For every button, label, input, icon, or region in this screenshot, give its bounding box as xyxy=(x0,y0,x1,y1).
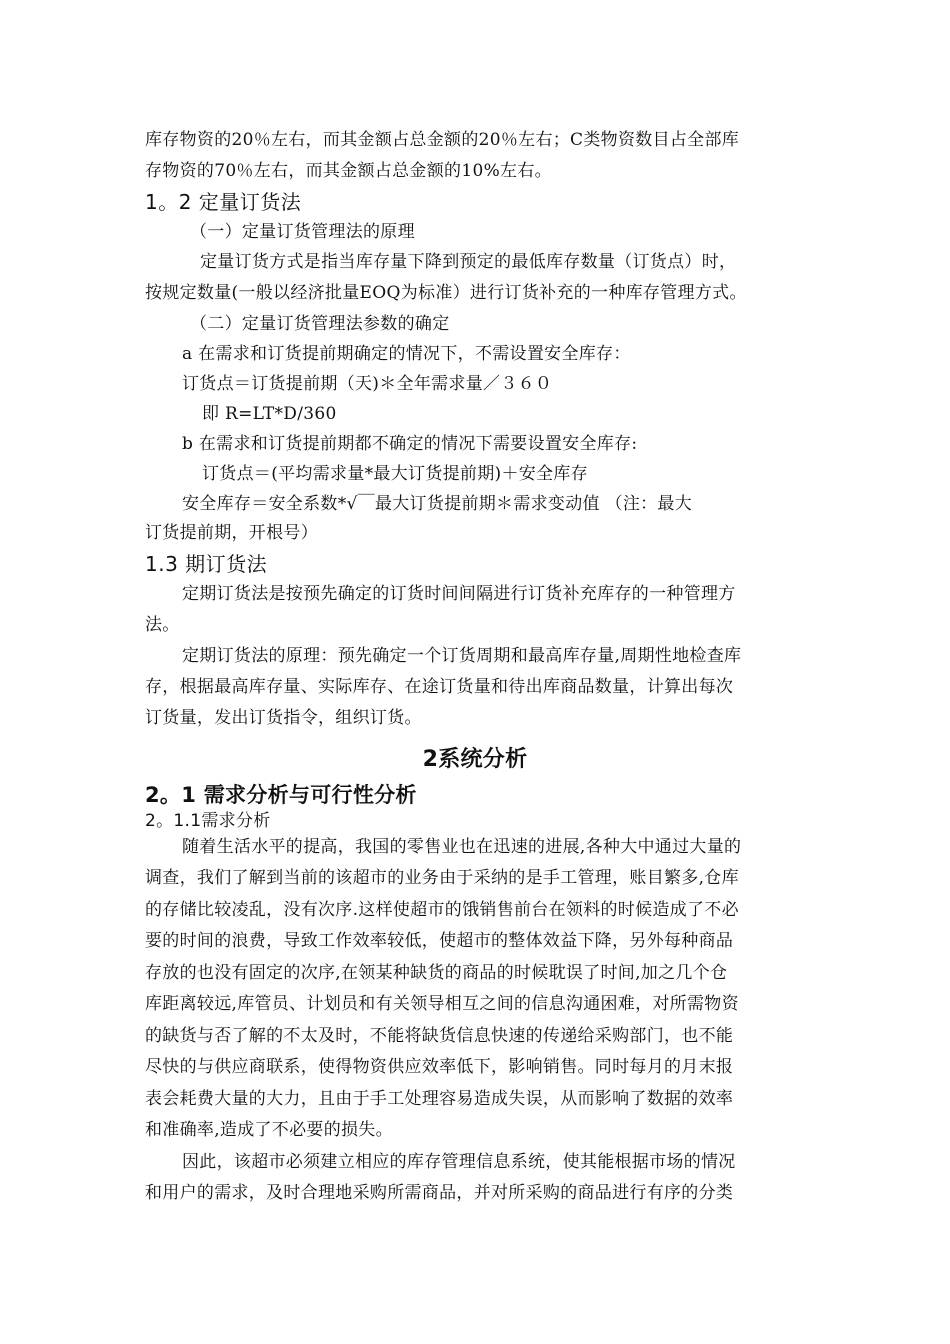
paragraph-line: 因此，该超市必须建立相应的库存管理信息系统，使其能根据市场的情况 xyxy=(182,1152,736,1172)
paragraph-line: 存，根据最高库存量、实际库存、在途订货量和待出库商品数量，计算出每次 xyxy=(145,677,734,697)
paragraph-line: 和准确率,造成了不必要的损失。 xyxy=(145,1120,393,1140)
paragraph-line: 和用户的需求，及时合理地采购所需商品，并对所采购的商品进行有序的分类 xyxy=(145,1183,734,1203)
paragraph-line: a 在需求和订货提前期确定的情况下，不需设置安全库存： xyxy=(182,344,631,364)
paragraph-line: 法。 xyxy=(145,615,180,635)
formula-line: 订货点＝订货提前期（天)＊全年需求量／３６０ xyxy=(182,374,553,394)
subheading-principle: （一）定量订货管理法的原理 xyxy=(190,222,415,242)
paragraph-line: 存放的也没有固定的次序,在领某种缺货的商品的时候耽误了时间,加之几个仓 xyxy=(145,963,728,983)
paragraph-line: 库存物资的20％左右，而其金额占总金额的20％左右；C类物资数目占全部库 xyxy=(145,130,740,150)
paragraph-line: 订货量，发出订货指令，组织订货。 xyxy=(145,708,422,728)
section-heading-1-3: 1.3 期订货法 xyxy=(145,552,268,576)
paragraph-line: 订货提前期，开根号） xyxy=(145,523,318,543)
paragraph-line: 库距离较远,库管员、计划员和有关领导相互之间的信息沟通困难，对所需物资 xyxy=(145,994,739,1014)
section-heading-2-1: 2。1 需求分析与可行性分析 xyxy=(145,783,417,807)
paragraph-line: 定量订货方式是指当库存量下降到预定的最低库存数量（订货点）时， xyxy=(200,252,737,272)
section-heading-1-2: 1。2 定量订货法 xyxy=(145,190,302,214)
paragraph-line: 定期订货法是按预先确定的订货时间间隔进行订货补充库存的一种管理方 xyxy=(182,584,736,604)
paragraph-line: 存物资的70％左右，而其金额占总金额的10%左右。 xyxy=(145,161,552,181)
chapter-title: 2系统分析 xyxy=(422,747,528,772)
paragraph-line: 尽快的与供应商联系，使得物资供应效率低下，影响销售。同时每月的月末报 xyxy=(145,1057,734,1077)
formula-line: 即 R=LT*D/360 xyxy=(202,404,337,424)
paragraph-line: 的存储比较凌乱，没有次序.这样使超市的饿销售前台在领料的时候造成了不必 xyxy=(145,900,739,920)
paragraph-line: 表会耗费大量的大力，且由于手工处理容易造成失误，从而影响了数据的效率 xyxy=(145,1089,734,1109)
paragraph-line: 随着生活水平的提高，我国的零售业也在迅速的进展,各种大中通过大量的 xyxy=(182,837,742,857)
formula-line: 安全库存＝安全系数*√￣最大订货提前期＊需求变动值 （注：最大 xyxy=(182,494,693,514)
subsection-heading-2-1-1: 2。1.1需求分析 xyxy=(145,811,271,831)
paragraph-line: 定期订货法的原理：预先确定一个订货周期和最高库存量,周期性地检查库 xyxy=(182,646,742,666)
paragraph-line: 调查，我们了解到当前的该超市的业务由于采纳的是手工管理，账目繁多,仓库 xyxy=(145,868,739,888)
paragraph-line: 按规定数量(一般以经济批量EOQ为标准）进行订货补充的一种库存管理方式。 xyxy=(145,283,747,303)
paragraph-line: b 在需求和订货提前期都不确定的情况下需要设置安全库存: xyxy=(182,434,638,454)
paragraph-line: 的缺货与否了解的不太及时，不能将缺货信息快速的传递给采购部门，也不能 xyxy=(145,1026,734,1046)
subheading-parameters: （二）定量订货管理法参数的确定 xyxy=(190,314,450,334)
formula-line: 订货点＝(平均需求量*最大订货提前期)＋安全库存 xyxy=(202,464,588,484)
paragraph-line: 要的时间的浪费，导致工作效率较低，使超市的整体效益下降，另外每种商品 xyxy=(145,931,734,951)
